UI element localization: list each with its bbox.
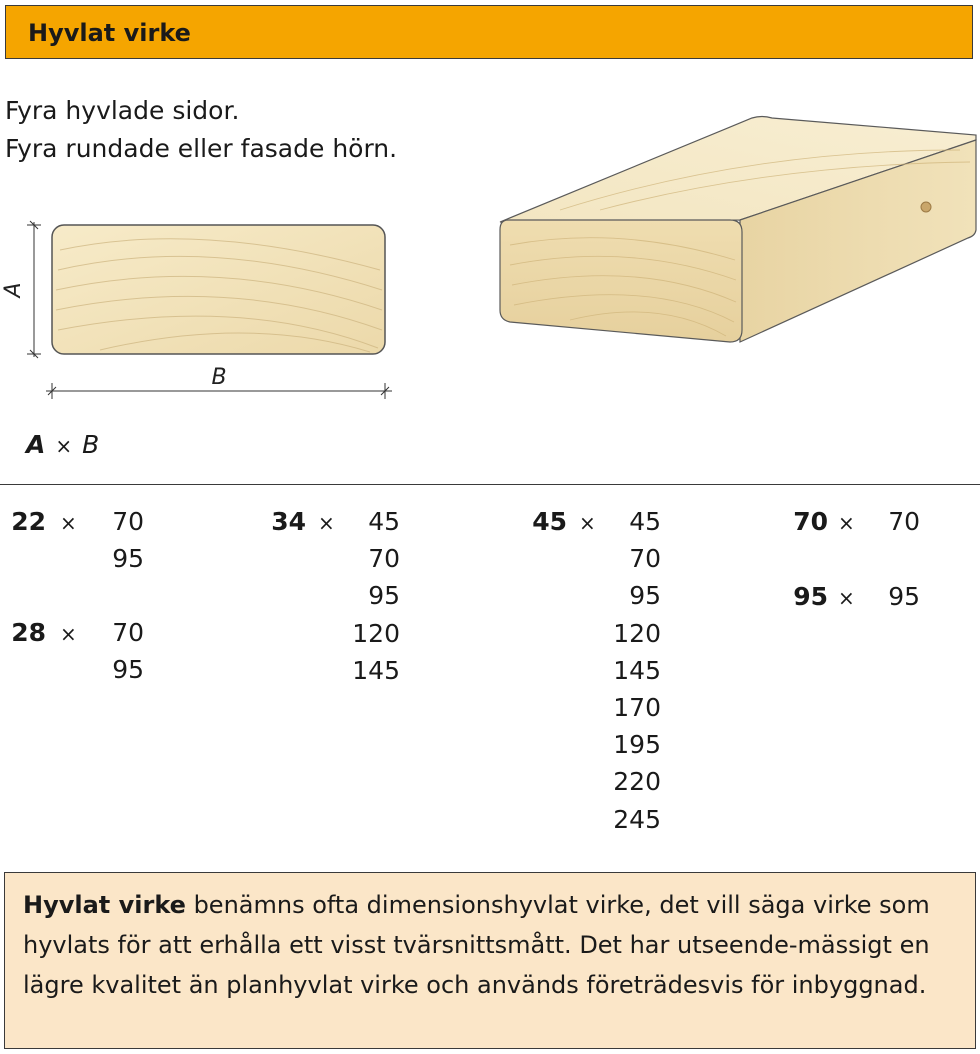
legend-b: B	[82, 430, 100, 459]
width-value: 70	[629, 544, 661, 574]
width-list	[870, 503, 920, 540]
section-header	[5, 5, 973, 59]
divider	[0, 484, 980, 485]
width-value: 120	[352, 618, 400, 648]
info-text: benämns ofta dimensionshyvlat virke, det vill säga virke som hyvlats för att erhålla ett visst tvärsnittsmått. Det har utseende-mässigt en lägre kvalitet än planhyvlat virke och används företrädesvis för inbyggnad.	[23, 891, 930, 999]
thickness-value: 34	[271, 507, 306, 536]
times-sign: ×	[579, 511, 596, 535]
dimension-label-b: B	[211, 365, 227, 390]
intro-line-2: Fyra rundade eller fasade hörn.	[5, 134, 398, 163]
wood-knot	[921, 202, 931, 212]
width-value: 95	[368, 581, 400, 611]
dimension-legend	[26, 430, 99, 459]
width-value: 120	[613, 618, 661, 648]
width-value: 195	[613, 730, 661, 760]
info-bold-term: Hyvlat virke	[23, 891, 186, 919]
times-sign: ×	[838, 586, 855, 610]
dimension-label-a: A	[1, 282, 26, 298]
width-value: 145	[613, 655, 661, 685]
width-list	[599, 503, 661, 838]
width-value: 45	[368, 507, 400, 536]
times-sign: ×	[60, 511, 77, 535]
width-list	[338, 503, 400, 689]
width-value: 245	[613, 804, 661, 834]
times-sign: ×	[60, 622, 77, 646]
section-title: Hyvlat virke	[28, 19, 191, 47]
times-sign: ×	[318, 511, 335, 535]
legend-a: A	[26, 430, 46, 459]
width-value: 95	[112, 544, 144, 574]
cross-section-diagram	[0, 210, 420, 410]
width-value: 145	[352, 655, 400, 685]
width-value: 170	[613, 692, 661, 722]
width-value: 70	[112, 618, 144, 647]
thickness-value: 22	[11, 507, 46, 536]
intro-line-1: Fyra hyvlade sidor.	[5, 96, 240, 125]
info-box	[4, 872, 976, 1049]
info-paragraph	[23, 885, 958, 1005]
width-value: 95	[888, 582, 920, 611]
legend-times: ×	[55, 434, 73, 458]
thickness-value: 70	[793, 507, 828, 536]
intro-text	[5, 92, 397, 168]
planed-timber-illustration	[490, 110, 980, 350]
width-value: 70	[112, 507, 144, 536]
width-value: 70	[368, 544, 400, 574]
width-list	[870, 578, 920, 615]
width-value: 70	[888, 507, 920, 536]
times-sign: ×	[838, 511, 855, 535]
thickness-value: 95	[793, 582, 828, 611]
width-list	[96, 614, 144, 688]
cross-section-board	[52, 225, 385, 354]
thickness-value: 28	[11, 618, 46, 647]
thickness-value: 45	[532, 507, 567, 536]
width-value: 220	[613, 767, 661, 797]
width-value: 95	[629, 581, 661, 611]
width-value: 45	[629, 507, 661, 536]
width-value: 95	[112, 655, 144, 685]
width-list	[96, 503, 144, 577]
